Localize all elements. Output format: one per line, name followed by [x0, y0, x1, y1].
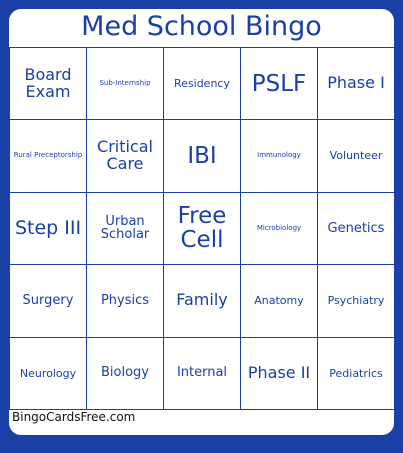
bingo-cell[interactable]: Residency	[164, 48, 241, 120]
bingo-cell[interactable]: IBI	[164, 120, 241, 192]
bingo-cell[interactable]: Biology	[87, 338, 164, 410]
bingo-cell[interactable]: Immunology	[241, 120, 318, 192]
bingo-cell[interactable]: Microbiology	[241, 193, 318, 265]
bingo-cell[interactable]: Phase II	[241, 338, 318, 410]
card-title: Med School Bingo	[81, 11, 322, 42]
bingo-cell[interactable]: Step III	[10, 193, 87, 265]
bingo-cell[interactable]: Sub-Internship	[87, 48, 164, 120]
bingo-cell[interactable]: Urban Scholar	[87, 193, 164, 265]
bingo-cell[interactable]: Family	[164, 265, 241, 337]
bingo-cell[interactable]: Neurology	[10, 338, 87, 410]
bingo-cell[interactable]: Phase I	[318, 48, 395, 120]
bingo-cell[interactable]: Volunteer	[318, 120, 395, 192]
bingo-cell[interactable]: Psychiatry	[318, 265, 395, 337]
bingo-cell[interactable]: Free Cell	[164, 193, 241, 265]
bingo-cell[interactable]: Surgery	[10, 265, 87, 337]
bingo-cell[interactable]: Rural Preceptorship	[10, 120, 87, 192]
bingo-cell[interactable]: Board Exam	[10, 48, 87, 120]
bingo-cell[interactable]: Internal	[164, 338, 241, 410]
bingo-cell[interactable]: Pediatrics	[318, 338, 395, 410]
bingo-cell[interactable]: Physics	[87, 265, 164, 337]
bingo-cell[interactable]: Critical Care	[87, 120, 164, 192]
bingo-cell[interactable]: Anatomy	[241, 265, 318, 337]
bingo-cell[interactable]: Genetics	[318, 193, 395, 265]
site-footer: BingoCardsFree.com	[12, 410, 136, 424]
bingo-cell[interactable]: PSLF	[241, 48, 318, 120]
bingo-grid	[9, 47, 395, 410]
